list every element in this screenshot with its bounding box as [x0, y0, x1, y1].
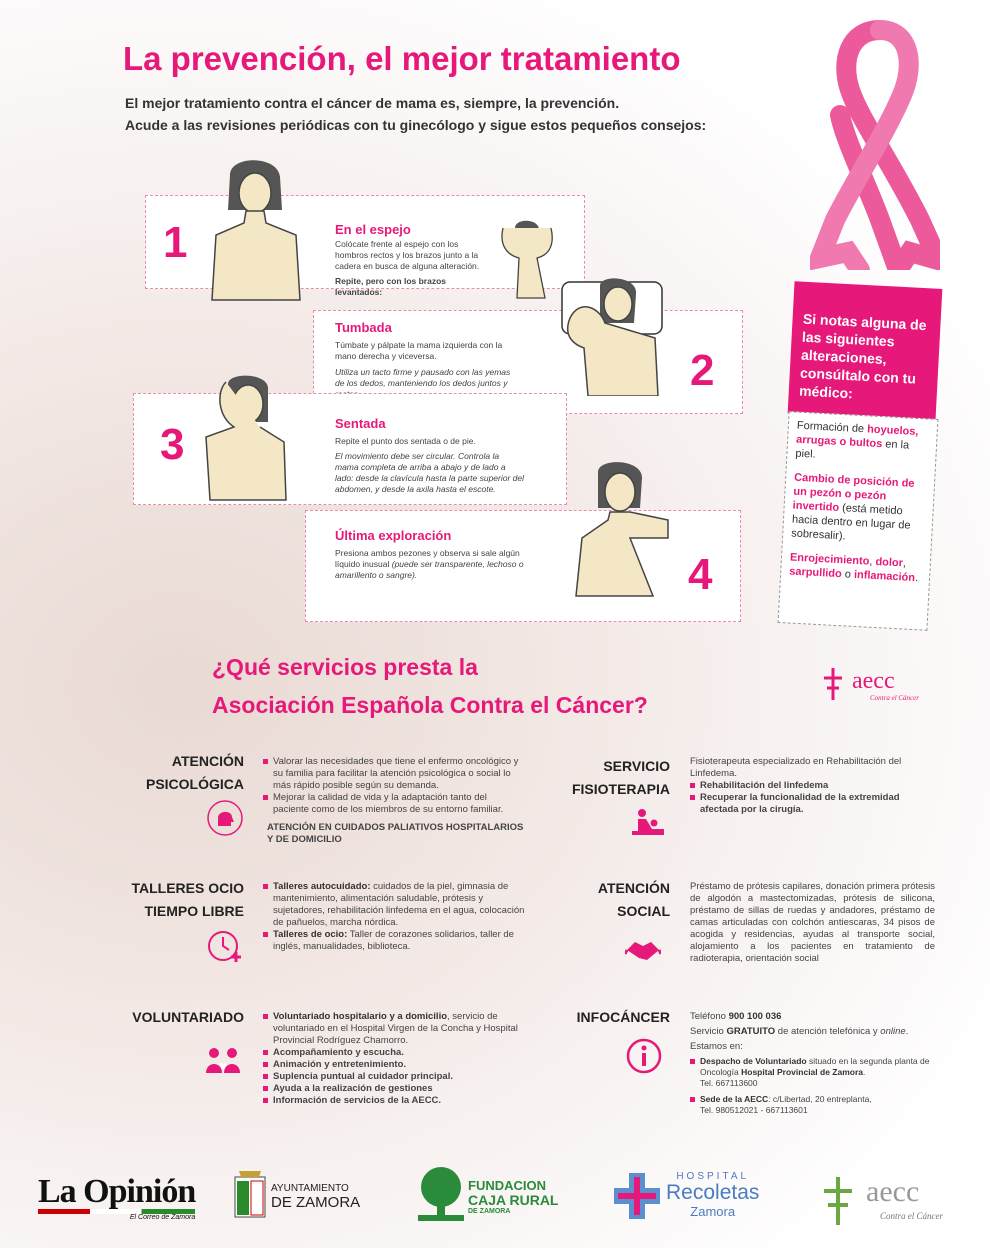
aecc-subtitle: Contra el Cáncer [870, 694, 919, 702]
talleres-item-1: Talleres autocuidado: cuidados de la piel, gimnasia de mantenimiento, alimentación saludable, prótesis y sujetadores, rehabilitación linfedema en el agua, colocación de pañuelos, marcha nórdica. [263, 881, 525, 929]
aecc-cross-icon [818, 666, 848, 702]
woman-seated-icon [198, 372, 288, 502]
volun-text [263, 1011, 525, 1107]
clock-plus-icon [207, 928, 243, 964]
info-service: Servicio GRATUITO de atención telefónica y online. [690, 1026, 909, 1037]
fisio-intro: Fisioterapeuta especializado en Rehabilitación del Linfedema. [690, 756, 902, 779]
psico-item-2: Mejorar la calidad de vida y la adaptación tanto del paciente como de los miembros de su entorno familiar. [263, 792, 525, 816]
step-1-number: 1 [163, 218, 188, 267]
social-text: Préstamo de prótesis capilares, donación primera prótesis de algodón a mastectomizadas, prótesis de silicona, préstamo de sillas de ruedas y andadores, préstamo de camas articuladas con colchón antiescaras, 34 pisos de acogida y residencias, ayudas al transporte social, alojamiento a los pacientes en tratamiento de radioterapia, orientación social [690, 881, 936, 964]
handshake-icon [625, 930, 661, 966]
people-heart-icon [205, 1043, 241, 1079]
fisio-item-2: Recuperar la funcionalidad de la extremidad afectada por la cirugía. [690, 792, 935, 816]
step-2-title: Tumbada [335, 320, 392, 335]
step-1-extra: Repite, pero con los brazos levantados: [335, 276, 446, 297]
psico-title: ATENCIÓN PSICOLÓGICA [145, 753, 244, 792]
hospital-cross-icon [612, 1171, 662, 1221]
fisio-item-1: Rehabilitación del linfedema [690, 780, 935, 792]
psico-note: ATENCIÓN EN CUIDADOS PALIATIVOS HOSPITALARIOS Y DE DOMICILIO [267, 822, 524, 845]
step-4-description: Presiona ambos pezones y observa si sale algún líquido inusual [335, 548, 520, 569]
talleres-item-2: Talleres de ocio: Taller de corazones solidarios, taller de inglés, manualidades, biblioteca. [263, 929, 525, 953]
info-title: INFOCÁNCER [576, 1009, 670, 1025]
info-phone: Teléfono 900 100 036 [690, 1011, 782, 1022]
volun-item-5: Ayuda a la realización de gestiones [263, 1083, 525, 1095]
services-heading [212, 648, 648, 724]
woman-mirror-icon [208, 155, 303, 303]
volun-item-6: Información de servicios de la AECC. [263, 1095, 525, 1107]
step-3-title: Sentada [335, 416, 386, 431]
la-opinion-logo: La Opinión El Correo de Zamora [38, 1173, 196, 1221]
warning-box [783, 285, 935, 630]
step-1-description: Colócate frente al espejo con los hombros rectos y los brazos junto a la cadera en busca de alguna alteración. [335, 239, 480, 271]
volun-item-4: Suplencia puntual al cuidador principal. [263, 1071, 525, 1083]
page-title: La prevención, el mejor tratamiento [123, 40, 681, 77]
volun-item-2: Acompañamiento y escucha. [263, 1047, 525, 1059]
woman-lying-icon [560, 278, 665, 396]
tree-icon [416, 1165, 466, 1223]
step-4-title: Última exploración [335, 528, 452, 543]
coat-of-arms-icon [233, 1169, 267, 1221]
services-heading-line-2: Asociación Española Contra el Cáncer? [212, 692, 648, 718]
step-4-number: 4 [688, 550, 713, 599]
warning-item-1: Formación de hoyuelos, arrugas o bultos en la piel. [795, 419, 919, 461]
pink-ribbon-icon [810, 20, 940, 270]
info-location-2: Sede de la AECC: c/Libertad, 20 entreplanta, Tel. 980512021 - 667113601 [690, 1094, 938, 1116]
step-2-text [335, 340, 520, 400]
footer-logos: La Opinión El Correo de Zamora AYUNTAMIENTO DE ZAMORA FUNDACION CAJA RURAL DE ZAMORA HOSPITAL Recoletas Zamora aecc Contra el Cáncer [0, 1165, 990, 1235]
volun-title: VOLUNTARIADO [132, 1009, 244, 1025]
warning-heading: Si notas alguna de las siguientes alteraciones, consúltalo con tu médico: [798, 310, 927, 402]
aecc-name: aecc [852, 668, 895, 694]
step-2-extra: Utiliza un tacto firme y pausado con las yemas de los dedos, manteniendo los dedos juntos y [335, 367, 511, 388]
step-2-number: 2 [690, 346, 715, 395]
step-2-description: Túmbate y pálpate la mama izquierda con la mano derecha y viceversa. [335, 340, 503, 361]
woman-arms-raised-icon [497, 220, 557, 300]
intro-line-2: Acude a las revisiones periódicas con tu ginecólogo y sigue estos pequeños consejos: [125, 117, 707, 133]
info-icon [626, 1038, 662, 1074]
services-heading-line-1: ¿Qué servicios presta la [212, 654, 478, 680]
step-4-extra: (puede ser transparente, lechoso o amarillento o sangre). [335, 559, 524, 580]
aecc-cross-icon-footer [818, 1175, 858, 1227]
info-estamos: Estamos en: [690, 1041, 743, 1052]
massage-icon [630, 805, 666, 841]
warning-body [778, 411, 939, 631]
volun-item-1: Voluntariado hospitalario y a domicilio, servicio de voluntariado en el Hospital Virgen de la Concha y Hospital Provincial Rodríguez Chamorro. [263, 1011, 525, 1047]
woman-exam-icon [568, 458, 673, 598]
aecc-logo [818, 666, 938, 706]
step-3-extra: El movimiento debe ser circular. Controla la mama completa de arriba a abajo y de lado a lado: desde la clavícula hasta la parte superior del abdomen, y desde la axila hasta el escote. [335, 451, 525, 494]
step-1-title: En el espejo [335, 222, 411, 237]
info-text [690, 1011, 938, 1116]
intro-line-1: El mejor tratamiento contra el cáncer de mama es, siempre, la prevención. [125, 95, 620, 111]
step-3-text [335, 436, 525, 495]
step-4-text [335, 548, 535, 581]
talleres-text [263, 881, 525, 953]
fisio-text [690, 756, 935, 816]
step-1-text [335, 239, 490, 298]
talleres-title: TALLERES OCIO TIEMPO LIBRE [131, 880, 244, 919]
social-title: ATENCIÓN SOCIAL [597, 880, 670, 919]
volun-item-3: Animación y entretenimiento. [263, 1059, 525, 1071]
intro-text [125, 92, 885, 136]
psico-text [263, 756, 525, 846]
step-3-description: Repite el punto dos sentada o de pie. [335, 436, 476, 446]
warning-item-3: Enrojecimiento, dolor, sarpullido o inflamación. [788, 551, 919, 585]
head-brain-icon [207, 800, 243, 836]
fisio-title: SERVICIO FISIOTERAPIA [571, 758, 670, 797]
warning-item-2: Cambio de posición de un pezón o pezón invertido (está metido hacia dentro en lugar de sobresalir). [790, 471, 915, 543]
psico-item-1: Valorar las necesidades que tiene el enfermo oncológico y su familia para facilitar la atención psicológica o social lo más rápido posible según su demanda. [263, 756, 525, 792]
info-location-1: Despacho de Voluntariado situado en la segunda planta de Oncología Hospital Provincial de Zamora. Tel. 667113600 [690, 1056, 938, 1089]
step-3-number: 3 [160, 420, 185, 469]
